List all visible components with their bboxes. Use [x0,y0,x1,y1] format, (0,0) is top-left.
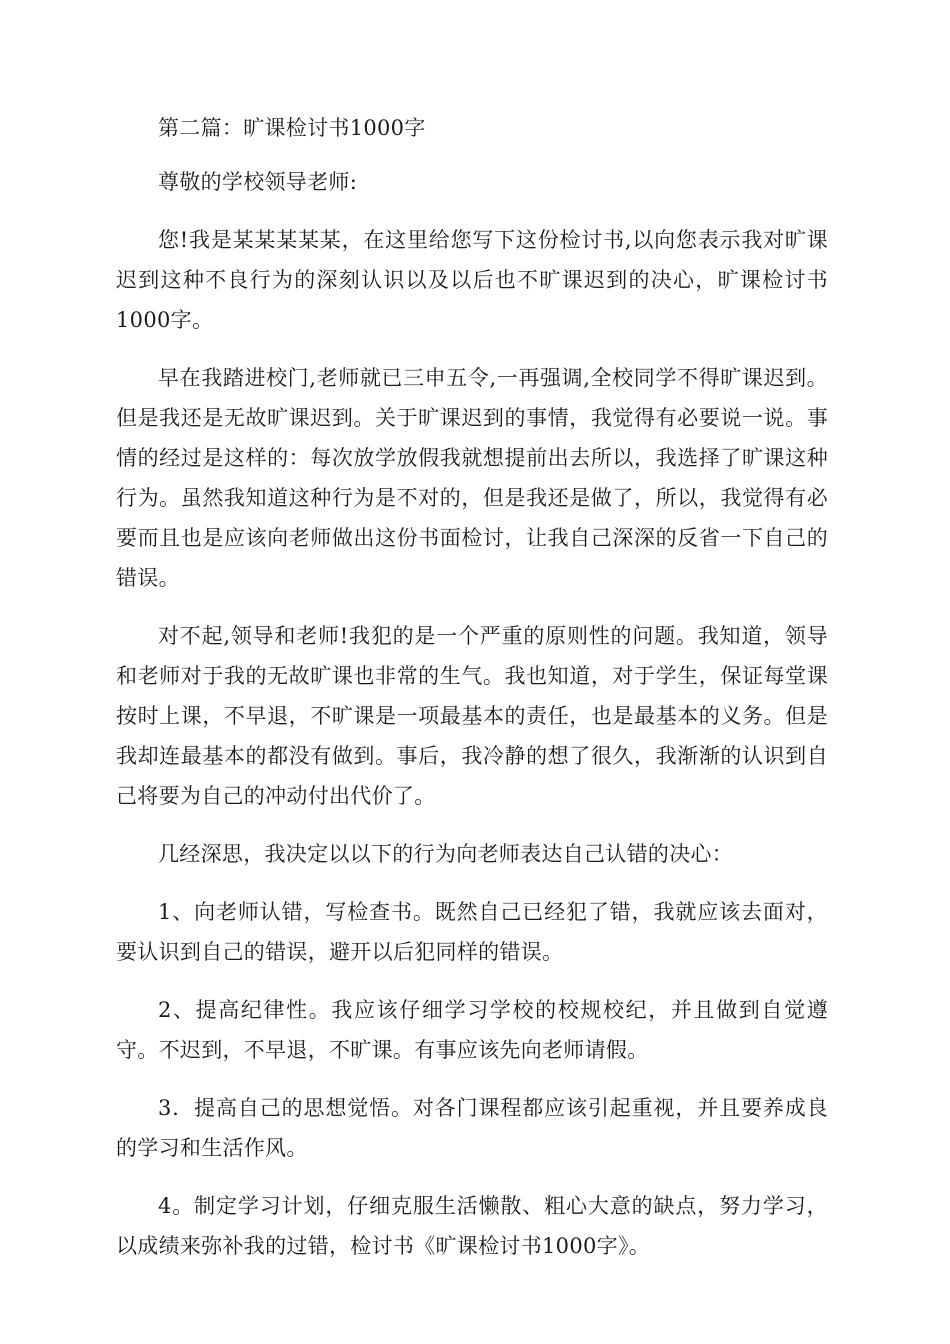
list-item-2: 2、提高纪律性。我应该仔细学习学校的校规校纪，并且做到自觉遵守。不迟到，不早退，不旷课。有事应该先向老师请假。 [116,998,828,1062]
list-item-1: 1、向老师认错，写检查书。既然自己已经犯了错，我就应该去面对，要认识到自己的错误，避开以后犯同样的错误。 [116,900,828,964]
paragraph-background: 早在我踏进校门,老师就已三申五令,一再强调,全校同学不得旷课迟到。但是我还是无故旷课迟到。关于旷课迟到的事情，我觉得有必要说一说。事情的经过是这样的：每次放学放假我就想提前出去所以，我选择了旷课这种行为。虽然我知道这种行为是不对的，但是我还是做了，所以，我觉得有必要而且也是应该向老师做出这份书面检讨，让我自己深深的反省一下自己的错误。 [116,366,828,590]
list-item-3: 3．提高自己的思想觉悟。对各门课程都应该引起重视，并且要养成良的学习和生活作风。 [116,1096,828,1160]
list-item-4: 4。制定学习计划，仔细克服生活懒散、粗心大意的缺点，努力学习，以成绩来弥补我的过错，检讨书《旷课检讨书1000字》。 [116,1194,828,1258]
document-title: 第二篇：旷课检讨书1000字 [158,116,426,140]
paragraph-resolution-intro: 几经深思，我决定以以下的行为向老师表达自己认错的决心： [158,842,734,866]
salutation: 尊敬的学校领导老师: [158,170,358,194]
paragraph-opening: 您!我是某某某某某，在这里给您写下这份检讨书,以向您表示我对旷课迟到这种不良行为的深刻认识以及以后也不旷课迟到的决心，旷课检讨书1000字。 [116,228,828,332]
document-page [116,108,828,1284]
paragraph-apology: 对不起,领导和老师!我犯的是一个严重的原则性的问题。我知道，领导和老师对于我的无故旷课也非常的生气。我也知道，对于学生，保证每堂课按时上课，不早退，不旷课是一项最基本的责任，也是最基本的义务。但是我却连最基本的都没有做到。事后，我冷静的想了很久，我渐渐的认识到自己将要为自己的冲动付出代价了。 [116,624,828,808]
